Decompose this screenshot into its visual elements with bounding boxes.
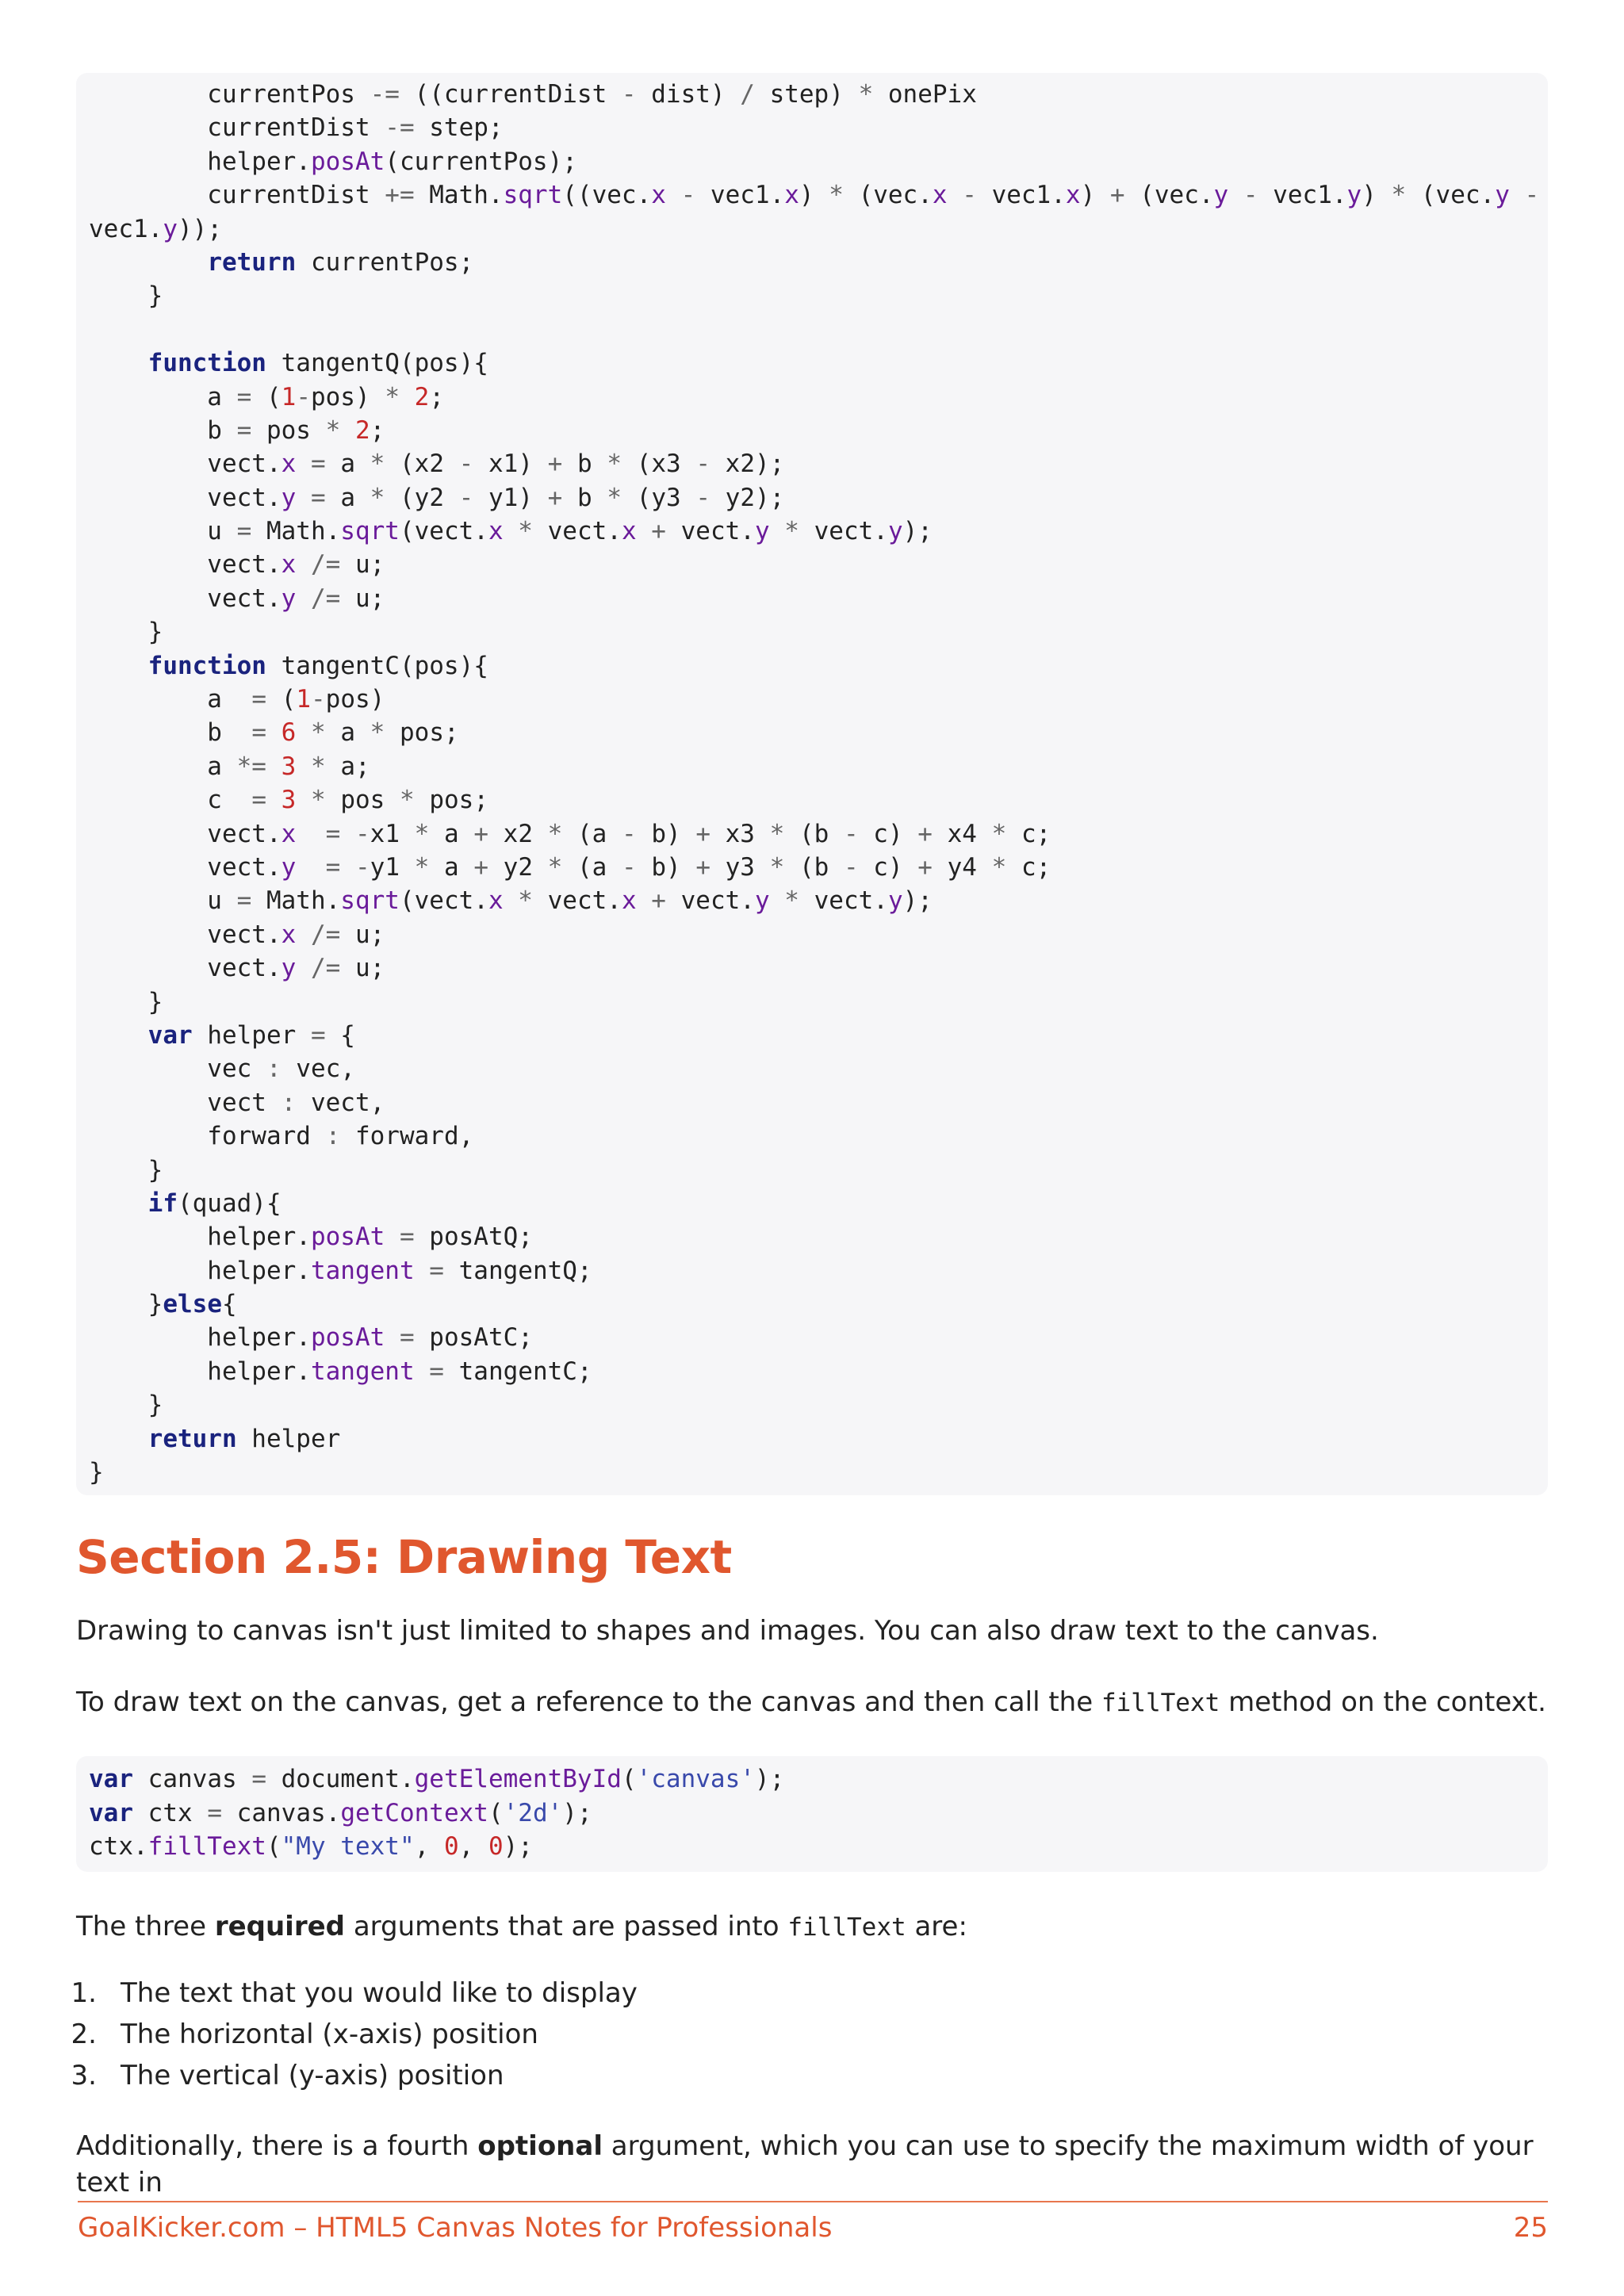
code-line: ctx.fillText("My text", 0, 0); — [89, 1832, 533, 1862]
text-span: The three — [76, 1910, 215, 1942]
text-span: method on the context. — [1220, 1686, 1546, 1719]
section-title: Section 2.5: Drawing Text — [76, 1530, 732, 1585]
list-number: 2. — [71, 2018, 97, 2050]
list-item-text: The horizontal (x-axis) position — [121, 2018, 538, 2050]
code-line: vect.x = -x1 * a + x2 * (a - b) + x3 * (b - c) + x4 * c; — [89, 819, 1051, 848]
code-line: } — [89, 1155, 163, 1184]
list-number: 1. — [71, 1976, 97, 2009]
code-line: currentDist -= step; — [89, 113, 504, 143]
code-line: u = Math.sqrt(vect.x * vect.x + vect.y * vect.y); — [89, 886, 933, 916]
bold-text: required — [214, 1910, 346, 1942]
paragraph-intro: Drawing to canvas isn't just limited to shapes and images. You can also draw text to the canvas. — [76, 1615, 1379, 1647]
code-line: function tangentQ(pos){ — [147, 349, 488, 378]
inline-code: fillText — [1101, 1689, 1220, 1718]
code-line: } — [89, 618, 163, 647]
code-line: vect.y /= u; — [89, 584, 385, 613]
code-line: return helper — [147, 1424, 341, 1453]
code-line: helper.posAt = posAtQ; — [89, 1223, 533, 1252]
code-line: helper.tangent = tangentQ; — [89, 1256, 592, 1285]
code-line: }else{ — [89, 1290, 237, 1319]
code-line: a *= 3 * a; — [89, 752, 370, 781]
code-line: vect.x /= u; — [89, 550, 385, 580]
code-line: function tangentC(pos){ — [147, 651, 488, 680]
list-item — [71, 2014, 1548, 2055]
text-span: are: — [906, 1910, 967, 1942]
page-content — [71, 73, 1548, 2236]
inline-code: fillText — [787, 1912, 906, 1942]
list-item — [71, 1973, 1548, 2014]
code-line: vect.x /= u; — [89, 920, 385, 949]
code-line: if(quad){ — [147, 1188, 282, 1218]
code-line: } — [89, 1458, 104, 1487]
argument-list — [71, 1973, 1548, 2096]
code-line: vect.y = -y1 * a + y2 * (a - b) + y3 * (b - c) + y4 * c; — [89, 852, 1051, 882]
code-line: b = 6 * a * pos; — [89, 718, 459, 748]
code-line: a = (1-pos) — [89, 685, 385, 714]
code-line — [89, 313, 1535, 346]
list-item-text: The vertical (y-axis) position — [121, 2059, 504, 2091]
code-line: helper.posAt(currentPos); — [89, 147, 577, 176]
list-item — [71, 2055, 1548, 2096]
code-line: } — [89, 987, 163, 1016]
code-line: c = 3 * pos * pos; — [89, 786, 488, 815]
list-item-text: The text that you would like to display — [121, 1976, 638, 2009]
code-line: var helper = { — [147, 1020, 355, 1050]
code-line: vect.y = a * (y2 - y1) + b * (y3 - y2); — [89, 483, 785, 512]
code-line: a = (1-pos) * 2; — [89, 382, 444, 411]
code-line: b = pos * 2; — [89, 415, 385, 445]
list-number: 3. — [71, 2059, 97, 2091]
code-line: vect.x = a * (x2 - x1) + b * (x3 - x2); — [89, 450, 785, 479]
code-line: helper.tangent = tangentC; — [89, 1357, 592, 1386]
code-line: forward : forward, — [89, 1122, 474, 1151]
code-line: var canvas = document.getElementById('canvas'); — [89, 1765, 785, 1794]
code-block-curve-helper — [76, 73, 1548, 1495]
text-span: To draw text on the canvas, get a reference to the canvas and then call the — [76, 1686, 1101, 1719]
code-block-filltext-example — [76, 1756, 1548, 1871]
text-span: Additionally, there is a fourth — [76, 2130, 478, 2162]
code-line: helper.posAt = posAtC; — [89, 1323, 533, 1353]
paragraph-filltext-intro — [76, 1684, 1548, 1721]
code-line: } — [89, 281, 163, 311]
page-number: 25 — [1513, 2212, 1548, 2244]
code-line: currentDist += Math.sqrt((vec.x - vec1.x) * (vec.x - vec1.x) + (vec.y - vec1.y) * (vec.y - — [89, 181, 1540, 210]
bold-text: optional — [477, 2130, 603, 2162]
page-footer — [78, 2201, 1548, 2244]
text-span: arguments that are passed into — [345, 1910, 788, 1942]
code-line: vect : vect, — [89, 1088, 385, 1117]
code-line: var ctx = canvas.getContext('2d'); — [89, 1798, 592, 1827]
code-line: currentPos -= ((currentDist - dist) / step) * onePix — [89, 80, 977, 109]
code-line: u = Math.sqrt(vect.x * vect.x + vect.y * vect.y); — [89, 517, 933, 546]
code-line: } — [89, 1391, 163, 1420]
footer-source: GoalKicker.com – HTML5 Canvas Notes for Professionals — [78, 2212, 833, 2244]
text-span: argument, which you can use to specify the maximum width of your text in — [76, 2130, 1534, 2198]
paragraph-optional-arg — [76, 2128, 1548, 2201]
code-line: return currentPos; — [207, 247, 474, 277]
paragraph-required-args — [76, 1908, 1548, 1946]
code-line: vec1.y)); — [89, 214, 222, 243]
code-line: vec : vec, — [89, 1054, 355, 1084]
code-line: vect.y /= u; — [89, 954, 385, 983]
